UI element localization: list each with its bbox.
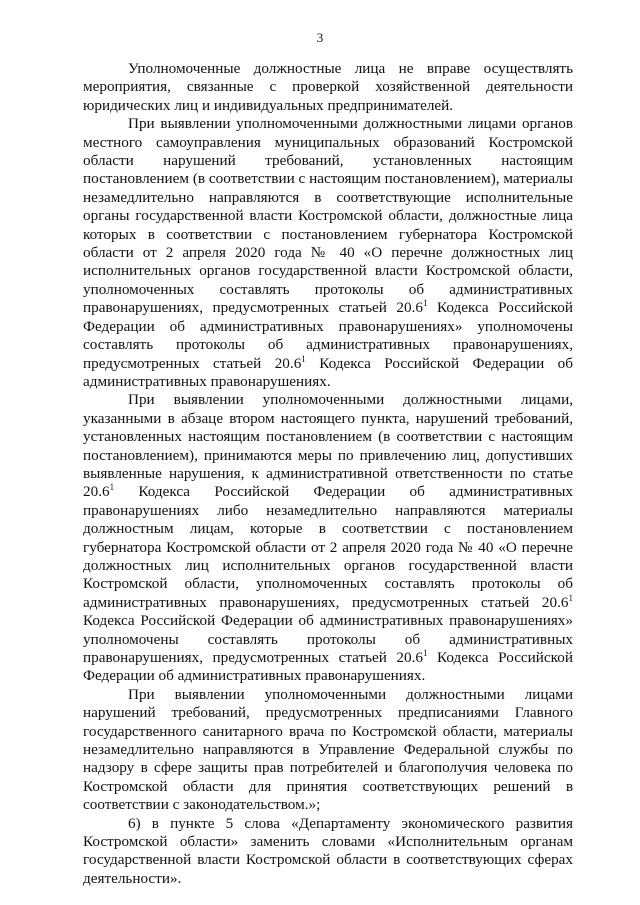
paragraph-text: При выявлении уполномоченными должностными лицами органов местного самоуправления муниципальных образований Костромской области нарушений требований, установленных настоящим постановлением (в соответствии с настоящим постановлением), материалы незамедлительно направляются в соответствующие исполнительные органы государственной власти Костромской области, должностные лица которых в соответствии с постановлением губернатора Костромской области от 2 апреля 2020 года № 40 «О перечне должностных лиц исполнительных органов государственной власти Костромской области, уполномоченных составлять протоколы об административных правонарушениях, предусмотренных статьей 20.6 — [83, 115, 573, 317]
paragraph-text: Кодекса Российской Федерации об административных правонарушениях. — [83, 354, 574, 390]
paragraph-text: Кодекса Российской Федерации об административных правонарушениях. — [83, 649, 573, 685]
paragraph-text: Уполномоченные должностные лица не вправе осуществлять мероприятия, связанные с проверкой хозяйственной деятельности юридических лиц и индивидуальных предпринимателей. — [83, 60, 573, 114]
superscript-index: 1 — [423, 647, 428, 658]
page-number: 3 — [316, 30, 324, 45]
document-body — [83, 60, 573, 888]
superscript-index: 1 — [301, 353, 306, 364]
paragraph-2 — [83, 115, 573, 391]
superscript-index: 1 — [423, 298, 428, 309]
paragraph-text: 6) в пункте 5 слова «Департаменту экономического развития Костромской области» заменить словами «Исполнительным органам государственной власти Костромской области в соответствующих сферах деятельности». — [83, 814, 573, 887]
superscript-index: 1 — [568, 592, 573, 603]
paragraph-1 — [83, 60, 573, 115]
paragraph-text: Кодекса Российской Федерации об административных правонарушениях» уполномочены составлять протоколы об административных правонарушениях, предусмотренных статьей 20.6 — [83, 612, 573, 666]
paragraph-text: При выявлении уполномоченными должностными лицами, указанными в абзаце втором настоящего пункта, нарушений требований, установленных настоящим постановлением (в соответствии с настоящим постановлением), принимаются меры по привлечению лиц, допустивших выявленные нарушения, к административной ответственности по статье 20.6 — [83, 391, 573, 501]
paragraph-3 — [83, 391, 573, 686]
paragraph-4 — [83, 686, 573, 815]
superscript-index: 1 — [109, 482, 115, 493]
paragraph-text: Кодекса Российской Федерации об административных правонарушениях либо незамедлительно направляются материалы должностным лицам, которые в соответствии с постановлением губернатора Костромской области от 2 апреля 2020 года № 40 «О перечне должностных лиц исполнительных органов государственной власти Костромской области, уполномоченных составлять протоколы об административных правонарушениях, предусмотренных статьей 20.6 — [83, 483, 573, 611]
paragraph-text: При выявлении уполномоченными должностными лицами нарушений требований, предусмотренных предписаниями Главного государственного санитарного врача по Костромской области, материалы незамедлительно направляются в Управление Федеральной службы по надзору в сфере защиты прав потребителей и благополучия человека по Костромской области для принятия соответствующих решений в соответствии с законодательством.»; — [83, 685, 573, 814]
paragraph-5 — [83, 815, 573, 889]
paragraph-text: Кодекса Российской Федерации об административных правонарушениях» уполномочены составлять протоколы об административных правонарушениях, предусмотренных статьей 20.6 — [83, 299, 573, 372]
